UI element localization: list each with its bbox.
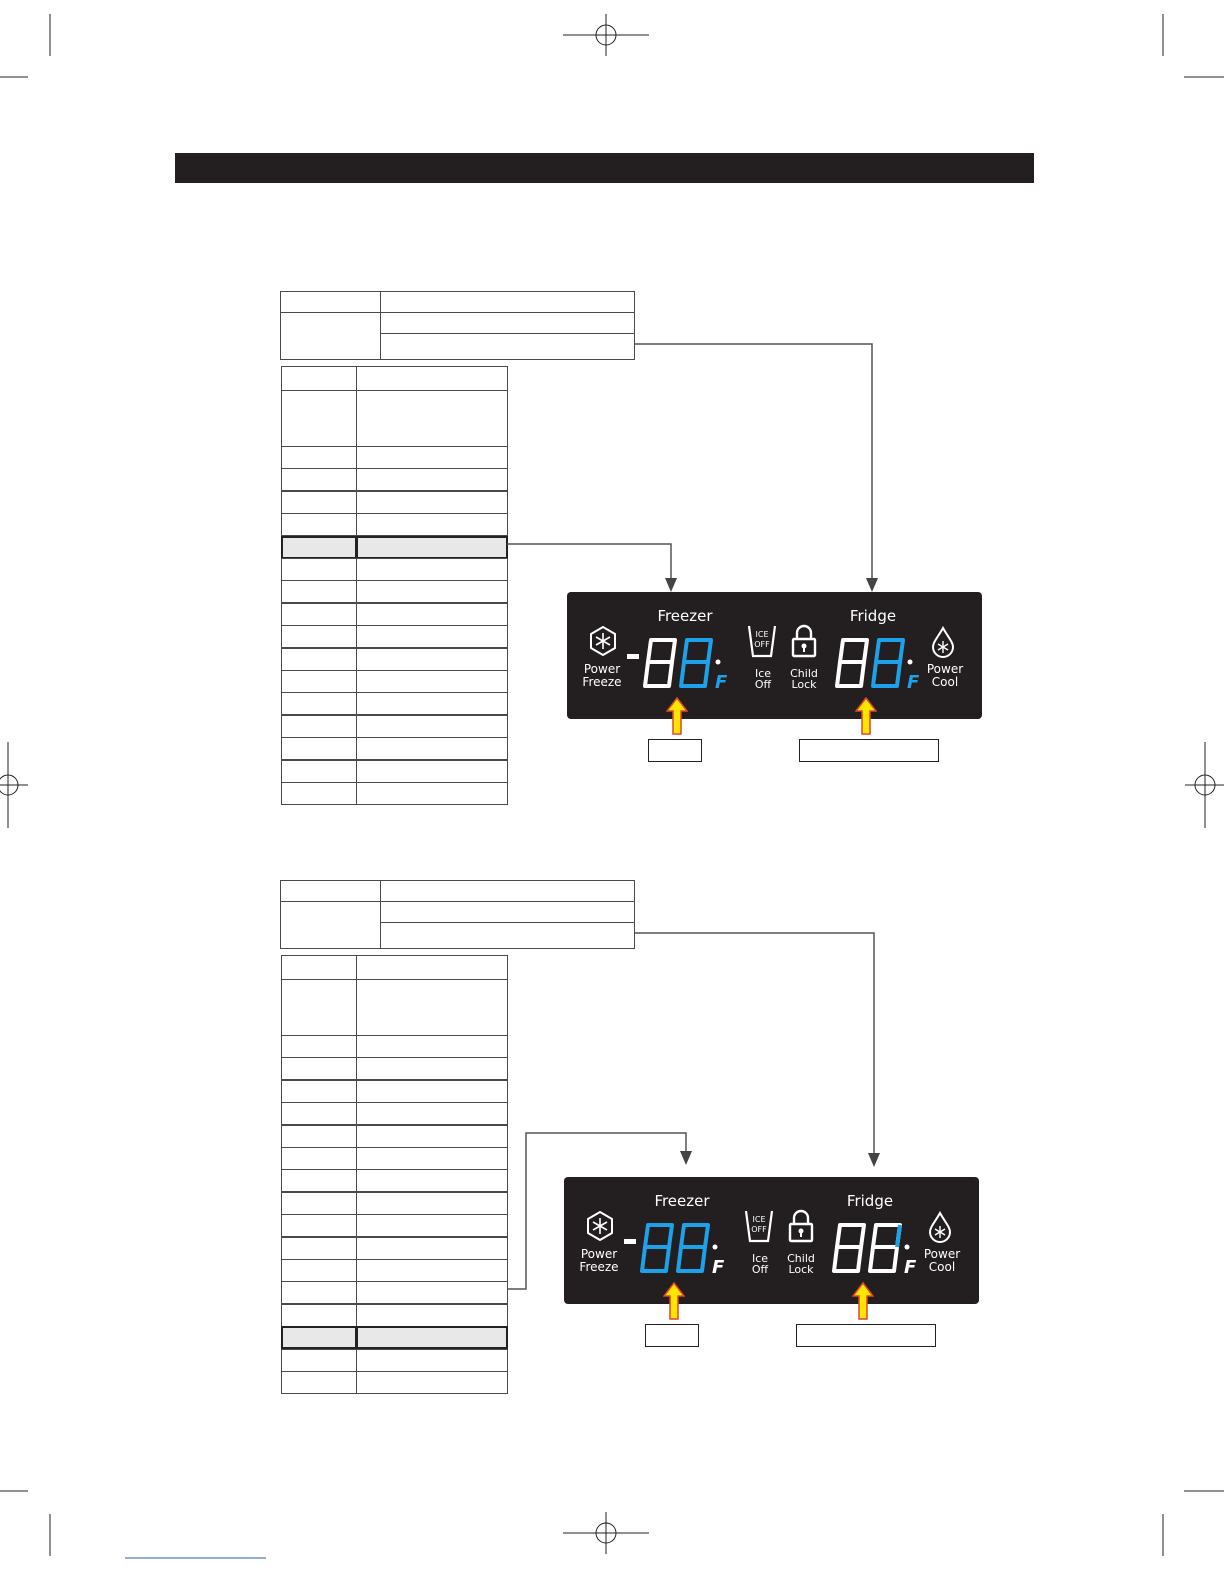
padlock-icon[interactable] — [791, 624, 817, 658]
power-freeze-label: Power Freeze — [579, 1247, 619, 1274]
power-freeze-label: Power Freeze — [582, 662, 622, 689]
fridge-caption-box — [799, 739, 939, 762]
child-lock-label: Child Lock — [787, 1252, 815, 1276]
ice-off-label: Ice Off — [751, 1252, 769, 1276]
svg-text:ICE: ICE — [755, 630, 769, 639]
freezer-caption-box — [645, 1324, 699, 1347]
control-panel-1 — [567, 592, 982, 719]
snowflake-icon[interactable] — [586, 1211, 614, 1241]
freezer-label: Freezer — [654, 1192, 710, 1210]
ice-cup-icon[interactable] — [747, 624, 777, 658]
padlock-icon[interactable] — [788, 1209, 814, 1243]
fridge-label: Fridge — [849, 607, 897, 625]
up-arrow-icon — [666, 697, 688, 735]
ice-cup-icon[interactable] — [744, 1209, 774, 1243]
svg-text:OFF: OFF — [751, 1225, 767, 1234]
fridge-temp-display — [826, 1219, 926, 1279]
up-arrow-icon — [855, 697, 877, 735]
freezer-temp-display — [625, 634, 735, 694]
svg-text:OFF: OFF — [754, 640, 770, 649]
svg-text:F: F — [904, 1257, 917, 1278]
svg-text:F: F — [907, 672, 920, 693]
water-drop-icon[interactable] — [927, 1211, 953, 1243]
control-panel-2 — [564, 1177, 979, 1304]
fridge-caption-box — [796, 1324, 936, 1347]
child-lock-label: Child Lock — [790, 667, 818, 691]
minus-sign — [627, 654, 639, 659]
freezer-caption-box — [648, 739, 702, 762]
svg-text:F: F — [715, 672, 728, 693]
svg-text:F: F — [712, 1257, 725, 1278]
ice-off-label: Ice Off — [754, 667, 772, 691]
power-cool-label: Power Cool — [926, 662, 964, 689]
snowflake-icon[interactable] — [589, 626, 617, 656]
power-cool-label: Power Cool — [923, 1247, 961, 1274]
minus-sign — [624, 1239, 636, 1244]
svg-text:ICE: ICE — [752, 1215, 766, 1224]
water-drop-icon[interactable] — [930, 626, 956, 658]
up-arrow-icon — [852, 1282, 874, 1320]
freezer-temp-display — [622, 1219, 732, 1279]
fridge-label: Fridge — [846, 1192, 894, 1210]
fridge-temp-display — [829, 634, 929, 694]
up-arrow-icon — [663, 1282, 685, 1320]
freezer-label: Freezer — [657, 607, 713, 625]
